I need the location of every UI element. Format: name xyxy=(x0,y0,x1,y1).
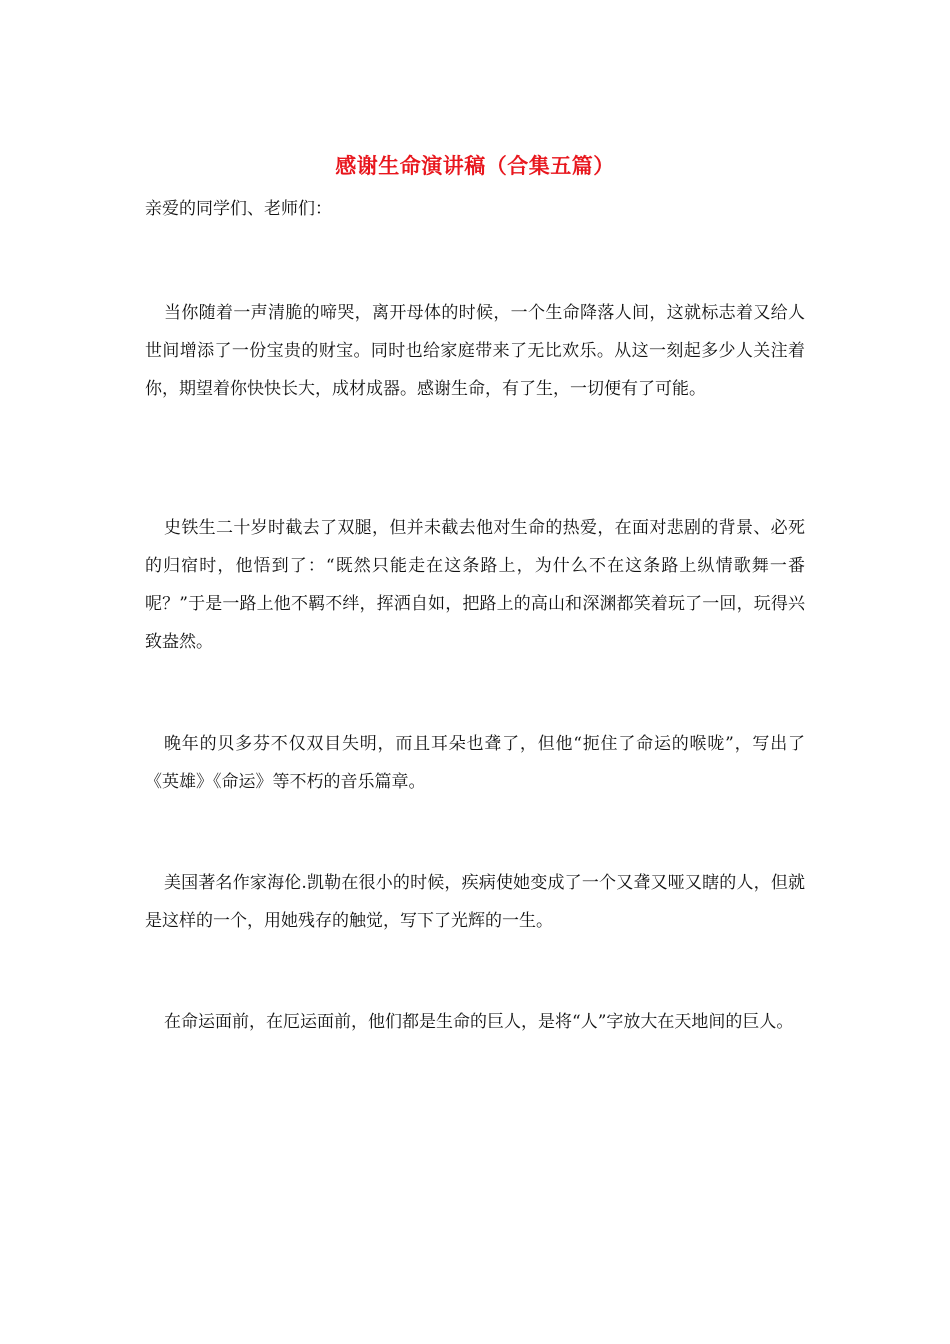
document-title: 感谢生命演讲稿（合集五篇） xyxy=(335,153,615,178)
paragraph-5: 在命运面前，在厄运面前，他们都是生命的巨人，是将“人”字放大在天地间的巨人。 xyxy=(164,1012,794,1032)
paragraph-3: 晚年的贝多芬不仅双目失明，而且耳朵也聋了，但他“扼住了命运的喉咙”，写出了《英雄》《命运》等不朽的音乐篇章。 xyxy=(145,734,805,792)
paragraph-2: 史铁生二十岁时截去了双腿，但并未截去他对生命的热爱，在面对悲剧的背景、必死的归宿时，他悟到了：“既然只能走在这条路上，为什么不在这条路上纵情歌舞一番呢？”于是一路上他不羁不绊，挥洒自如，把路上的高山和深渊都笑着玩了一回，玩得兴致盎然。 xyxy=(145,518,805,652)
paragraph-1: 当你随着一声清脆的啼哭，离开母体的时候，一个生命降落人间，这就标志着又给人世间增添了一份宝贵的财宝。同时也给家庭带来了无比欢乐。从这一刻起多少人关注着你，期望着你快快长大，成材成器。感谢生命，有了生，一切便有了可能。 xyxy=(145,303,805,399)
salutation: 亲爱的同学们、老师们： xyxy=(145,199,332,219)
paragraph-4: 美国著名作家海伦.凯勒在很小的时候，疾病使她变成了一个又聋又哑又瞎的人，但就是这样的一个，用她残存的触觉，写下了光辉的一生。 xyxy=(145,873,805,931)
